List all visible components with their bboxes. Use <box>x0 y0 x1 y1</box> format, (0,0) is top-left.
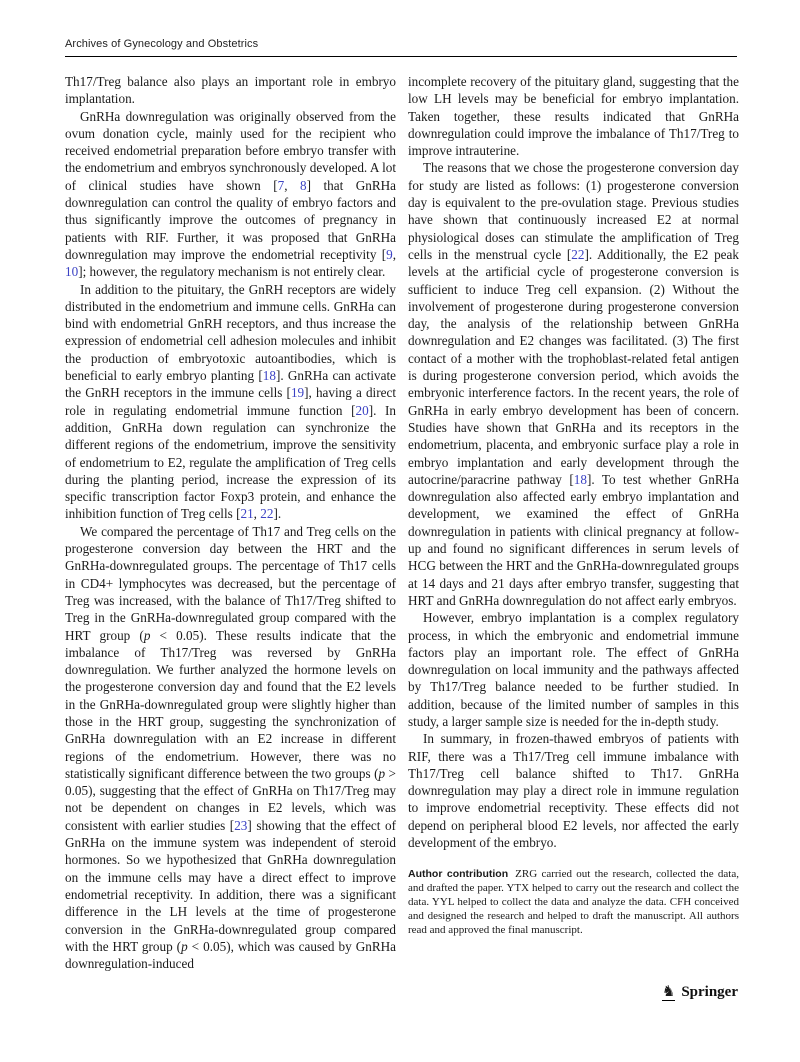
italic-text: p <box>143 627 151 643</box>
article-body <box>65 73 739 972</box>
paragraph: The reasons that we chose the progesterone conversion day for study are listed as follows: (1) progesterone conversion day is equivalent to the pre-ovulation stage. Previous studies have shown that continuously increased E2 at normal physiological doses can stimulate the amplification of Treg cells in the menstrual cycle [22]. Additionally, the E2 peak levels at the artificial cycle of progesterone conversion is sufficient to induce Treg cell expansion. (2) Without the involvement of progesterone during progesterone conversion day, the analysis of the relationship between GnRHa downregulation and E2 changes was facilitated. (3) The first contact of a mother with the trophoblast-related fetal antigen is during progesterone conversion period, which avoids the embryonic interference factors. In the recent years, the role of GnRHa in early embryo development has been of concern. Studies have shown that GnRHa and its receptors in the endometrium, placenta, and embryonic surface play a role in embryo implantation and early development through the autocrine/paracrine pathway [18]. To test whether GnRHa downregulation also affected early embryo implantation and development, we examined the effect of GnRHa downregulation in patients with clinical pregnancy at follow-up and found no significant differences in serum levels of HCG between the HRT and the GnRHa-downregulated groups at 14 days and 21 days after embryo transfer, suggesting that HRT and GnRHa downregulation do not affect early embryos. <box>408 160 739 608</box>
italic-text: p <box>378 765 386 781</box>
reference-link[interactable]: 10 <box>65 264 79 280</box>
author-contribution-heading: Author contribution <box>408 868 509 881</box>
author-contribution-text: ZRG carried out the research, collected the data, and drafted the paper. YTX helped to carry out the research and collect the data. YYL helped to collect the data and analyze the data. CFH conceived and designed the research and helped to draft the manuscript. All authors read and approved the final manuscript. <box>408 868 739 937</box>
paragraph: GnRHa downregulation was originally observed from the ovum donation cycle, mainly used for the recipient who received endometrial preparation before embryo transfer with the endometrium and embryos synchronously developed. A lot of clinical studies have shown [7, 8] that GnRHa downregulation can control the quality of embryo factors and thus significantly improve the outcomes of pregnancy in patients with RIF. Further, it was proposed that GnRHa downregulation may improve the endometrial receptivity [9, 10]; however, the regulatory mechanism is not entirely clear. <box>65 108 397 280</box>
reference-link[interactable]: 22 <box>571 246 585 262</box>
reference-link[interactable]: 8 <box>299 177 307 193</box>
right-column-paragraphs <box>408 73 739 851</box>
reference-link[interactable]: 18 <box>573 471 587 487</box>
reference-link[interactable]: 23 <box>234 817 248 833</box>
paragraph: We compared the percentage of Th17 and Treg cells on the progesterone conversion day between the HRT and the GnRHa-downregulated groups. The percentage of Th17 cells in CD4+ lymphocytes was decreased, but the percentage of Treg was increased, with the balance of Th17/Treg shifted to Treg in the GnRHa-downregulated group compared with the HRT group (p < 0.05). These results indicate that the imbalance of Th17/Treg was reversed by GnRHa downregulation. We further analyzed the hormone levels on the progesterone conversion day and found that the E2 levels in the GnRHa-downregulated group were slightly higher than those in the HRT group, suggesting the synchronization of GnRHa downregulation with an E2 increase in different regions of the endometrium. However, there was no statistically significant difference between the two groups (p > 0.05), suggesting that the effect of GnRHa on Th17/Treg may not be dependent on changes in E2 levels, which was consistent with earlier studies [23] showing that the effect of GnRHa on the immune system was independent of steroid hormones. So we hypothesized that GnRHa downregulation on the immune cells may have a direct effect to improve endometrial receptivity. In addition, there was a significant difference in the LH levels at the time of progesterone conversion in the GnRHa-downregulated group compared with the HRT group (p < 0.05), which was caused by GnRHa downregulation-induced <box>65 523 396 972</box>
reference-link[interactable]: 7 <box>277 177 285 193</box>
right-column <box>408 73 739 972</box>
author-contribution-section <box>408 867 739 937</box>
reference-link[interactable]: 9 <box>386 246 393 262</box>
reference-link[interactable]: 19 <box>290 385 305 401</box>
reference-link[interactable]: 21 <box>240 506 254 522</box>
springer-logo-icon: ♞ <box>661 983 676 1000</box>
left-column <box>65 73 396 972</box>
paragraph: However, embryo implantation is a complex regulatory process, in which the embryonic and endometrial immune factors play an important role. The effect of GnRHa downregulation on local immunity and the pathways affected by Th17/Treg balance needed to be further studied. In addition, because of the limited number of samples in this study, a larger sample size is needed for the in-depth study. <box>408 610 739 729</box>
paragraph: In summary, in frozen-thawed embryos of patients with RIF, there was a Th17/Treg cell immune imbalance with Th17/Treg cell balance shifted to Th17. GnRHa downregulation may play a direct role in immune regulation to improve endometrial receptivity. These effects did not depend on peripheral blood E2 levels, nor affected the early development of the embryo. <box>408 731 739 851</box>
reference-link[interactable]: 18 <box>262 368 276 384</box>
reference-link[interactable]: 20 <box>355 402 369 418</box>
header-rule <box>65 56 737 57</box>
reference-link[interactable]: 22 <box>260 506 274 522</box>
publisher-footer <box>662 984 738 1001</box>
journal-header: Archives of Gynecology and Obstetrics <box>65 38 259 50</box>
paragraph: In addition to the pituitary, the GnRH receptors are widely distributed in the endometrium and immune cells. GnRHa can bind with endometrial GnRH receptors, and thus increase the expression of endometrial cell adhesion molecules and inhibit the production of embryotoxic autoantibodies, which is beneficial to early embryo planting [18]. GnRHa can activate the GnRH receptors in the immune cells [19], having a direct role in regulating endometrial immune function [20]. In addition, GnRHa down regulation can synchronize the different regions of the endometrium, improve the sensitivity of endometrium to E2, regulate the amplification of Treg cells during the planting period, increase the expression of its specific transcription factor Foxp3 protein, and enhance the inhibition function of Treg cells [21, 22]. <box>65 281 396 522</box>
paragraph: Th17/Treg balance also plays an important role in embryo implantation. <box>65 74 396 107</box>
paragraph: incomplete recovery of the pituitary gland, suggesting that the low LH levels may be beneficial for embryo implantation. Taken together, these results indicated that GnRHa downregulation could improve the imbalance of Th17/Treg to improve intrauterine. <box>408 74 739 159</box>
publisher-name: Springer <box>681 984 738 1000</box>
italic-text: p <box>181 938 188 954</box>
